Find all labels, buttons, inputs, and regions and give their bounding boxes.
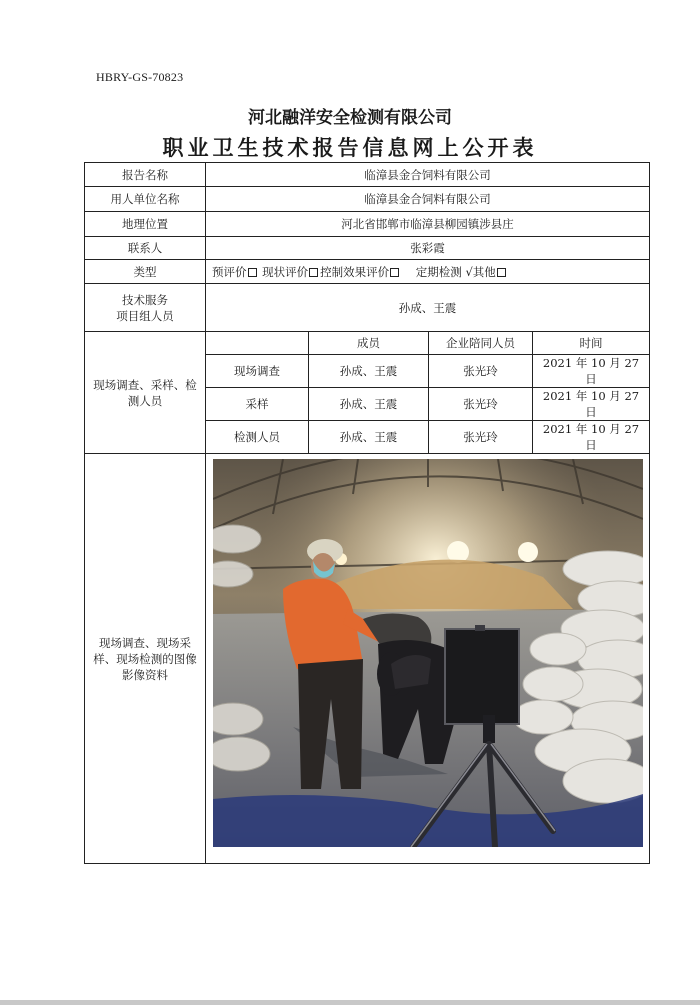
option-label: 控制效果评价 (320, 264, 390, 279)
type-options (206, 260, 650, 284)
activity-cell: 检测人员 (206, 421, 309, 454)
contact-value: 张彩霞 (206, 237, 650, 260)
employer-value: 临漳县金合饲料有限公司 (206, 187, 650, 212)
checkbox-unchecked-icon (497, 268, 506, 277)
option-label: 预评价 (212, 264, 247, 279)
option-periodic-testing[interactable] (416, 265, 473, 279)
team-label-line1: 技术服务 (122, 292, 168, 307)
activity-cell: 采样 (206, 388, 309, 421)
date-cell: 2021 年 10 月 27 日 (533, 355, 650, 388)
option-label: 其他 (472, 264, 496, 279)
row-contact (85, 237, 650, 260)
team-label-line2: 项目组人员 (116, 308, 174, 323)
team-value: 孙成、王震 (206, 284, 650, 332)
company-name: 河北融洋安全检测有限公司 (248, 108, 452, 128)
escort-cell: 张光玲 (429, 355, 533, 388)
row-employer (85, 187, 650, 212)
contact-label: 联系人 (85, 237, 206, 260)
option-label: 现状评价 (262, 264, 309, 279)
checkbox-unchecked-icon (248, 268, 257, 277)
row-location (85, 212, 650, 237)
field-personnel-label: 现场调查、采样、检测人员 (85, 332, 206, 454)
escort-cell: 张光玲 (429, 388, 533, 421)
row-images (85, 454, 650, 864)
page-title: 职业卫生技术报告信息网上公开表 (162, 135, 538, 160)
option-control-effect-evaluation[interactable] (320, 265, 401, 279)
checkbox-unchecked-icon (390, 268, 399, 277)
checkbox-unchecked-icon (309, 268, 318, 277)
type-label: 类型 (85, 260, 206, 284)
location-value: 河北省邯郸市临漳县柳园镇涉县庄 (206, 212, 650, 237)
date-cell: 2021 年 10 月 27 日 (533, 421, 650, 454)
option-pre-evaluation[interactable] (212, 265, 259, 279)
row-team (85, 284, 650, 332)
row-type (85, 260, 650, 284)
field-header-blank (206, 332, 309, 355)
members-cell: 孙成、王震 (309, 388, 429, 421)
site-photo-cell (206, 454, 650, 864)
page-footer-divider (0, 1000, 700, 1005)
members-cell: 孙成、王震 (309, 355, 429, 388)
date-cell: 2021 年 10 月 27 日 (533, 388, 650, 421)
activity-cell: 现场调查 (206, 355, 309, 388)
report-name-label: 报告名称 (85, 163, 206, 187)
row-field-header (85, 332, 650, 355)
members-cell: 孙成、王震 (309, 421, 429, 454)
images-label: 现场调查、现场采样、现场检测的图像影像资料 (85, 454, 206, 864)
option-other[interactable] (473, 265, 508, 279)
location-label: 地理位置 (85, 212, 206, 237)
escort-cell: 张光玲 (429, 421, 533, 454)
team-label (85, 284, 206, 332)
column-header-escort: 企业陪同人员 (429, 332, 533, 355)
disclosure-form-table (84, 162, 650, 864)
check-mark-icon: √ (465, 264, 473, 279)
site-photo (213, 459, 643, 847)
report-name-value: 临漳县金合饲料有限公司 (206, 163, 650, 187)
column-header-members: 成员 (309, 332, 429, 355)
document-code: HBRY-GS-70823 (96, 70, 184, 84)
employer-label: 用人单位名称 (85, 187, 206, 212)
option-label: 定期检测 (415, 264, 462, 279)
row-report-name (85, 163, 650, 187)
option-status-evaluation[interactable] (262, 265, 320, 279)
column-header-date: 时间 (533, 332, 650, 355)
